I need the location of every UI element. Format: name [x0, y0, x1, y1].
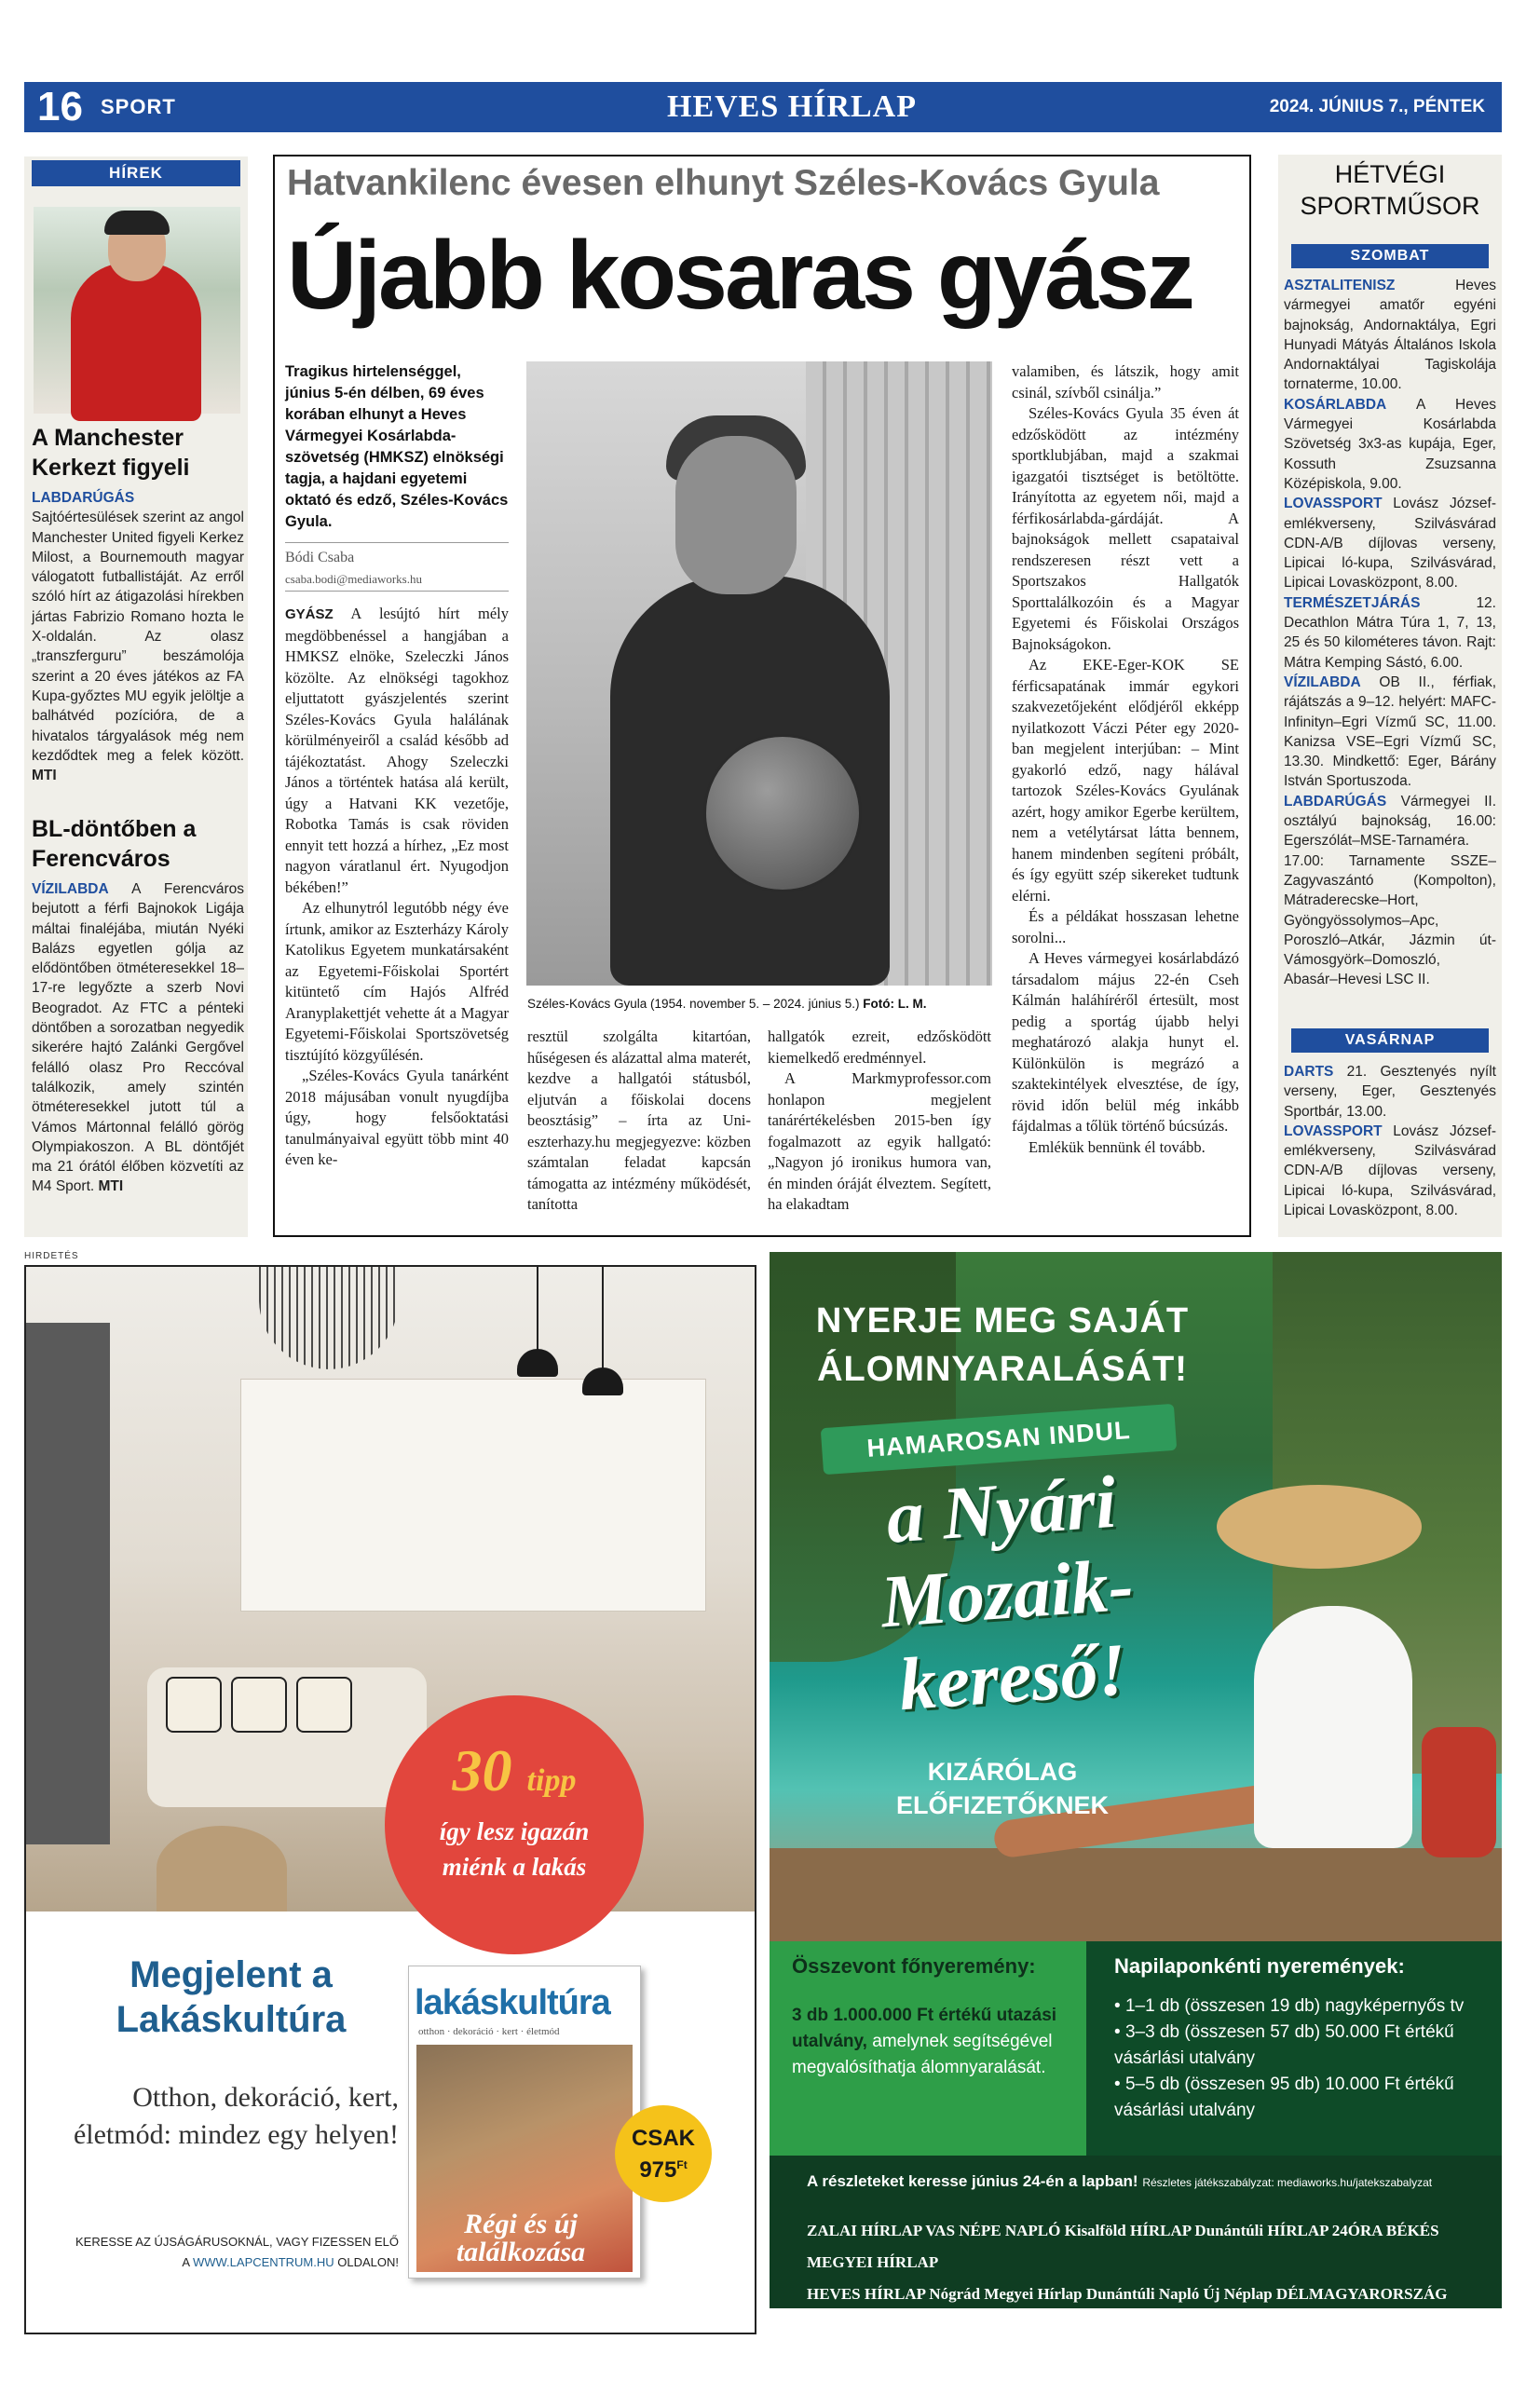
- newspaper-logo: HEVES HÍRLAP: [667, 89, 917, 124]
- news-body-ferencvaros: VÍZILABDA A Ferencváros bejutott a férfi Bajnokok Ligája máltai finaléjába, miután Nyéki Balázs egyetlen gólja az elődöntőben ötméteresekkel 18–17-re legyőzte a szerb Novi Beogradot. Az FTC a pénteki döntőben a sorozatban negyedik sikerére hajtó Zalánki Gergővel felálló olasz Pro Reccóval találkozik, amely szintén ötméteresekkel jutott túl a Vámos Mártonnal felálló görög Olympiakoszon. A BL döntőjét ma 21 órától élőben közvetíti az M4 Sport. MTI: [32, 881, 244, 1195]
- magazine-tagline: Otthon, dekoráció, kert, életmód: mindez egy helyen!: [73, 2082, 399, 2150]
- article-author: Bódi Csaba: [285, 550, 355, 565]
- prizes-panel: Összevont főnyeremény: 3 db 1.000.000 Ft értékű utazási utalvány, amelynek segítségével megvalósíthatja álomnyaralását. Napilaponkénti nyeremények: • 1–1 db (összesen 19 db) nagyképernyős tv • 3–3 db (összesen 57 db) 50.000 Ft értékű vásárlási utalvány • 5–5 db (összesen 95 db) 10.000 Ft értékű vásárlási utalvány: [770, 1941, 1502, 2156]
- news-body-manchester: LABDARÚGÁS Sajtóértesülések szerint az angol Manchester United figyeli Kerkez Milost, a Bournemouth magyar válogatott futballistáját. Az erről szóló hírt az átigazolási hírekben jártas Fabrizio Romano hozta le X-oldalán. Az olasz „transzferguru” beszámolója szerint a 20 éves játékos az FA Kupa-győztes MU egyik jelöltje a balhátvéd pozícióra, de a hivatalos tárgyalások még nem kezdődtek meg a felek között. MTI: [32, 490, 244, 784]
- sunday-program: [1284, 1062, 1496, 1220]
- saturday-label: SZOMBAT: [1291, 244, 1489, 268]
- lead-divider: [285, 542, 509, 543]
- program-entry: DARTS 21. Gesztenyés nyílt verseny, Eger, Gesztenyés Sportbár, 13.00.: [1284, 1064, 1496, 1120]
- article-column-4: valamiben, és látszik, hogy amit csinál, szívből csinálja.” Széles-Kovács Gyula 35 éven át edzősködött az intézmény sportklubjában, majd a szakmai igazgatói tisztséget is betöltötte. Irányította az egyetem női, majd a férfikosárlabda-gárdáját. A bajnokságok mellett csapataival rendszeresen részt vett a Sportszakos Hallgatók Sporttalálkozóin és a Magyar Egyetemi és Főiskolai Országos Bajnokságokon. Az EKE-Eger-KOK SE férficsapatának immár egykori szakvezetőjeként elődjéről ekképp nyilatkozott Váczi Péter egy 2020-ban megjelent interjúban: – Mint gyakorló edző, nagy hálával tartozok Széles-Kovács Gyulának azért, hogy amikor Egerbe kerültem, nem a vetélytársat látta bennem, hanem mindenben segíteni próbált, és így együtt szép sikereket tudtunk elérni. És a példákat hosszasan lehetne sorolni... A Heves vármegyei kosárlabdázó társadalom május 22-én Cseh Kálmán haláhíréről értesült, most pedig a sportág újabb helyi meghatározó alakja hunyt el. Különkülön is megrázó a szaktekintélyek elvesztése, de így, rövid időn belül még inkább fájdalmas a tőlük történő búcsúzás. Emlékük bennünk él tovább.: [1012, 362, 1239, 1156]
- program-entry: VÍZILABDA OB II., férfiak, rájátszás a 9–12. helyért: MAFC-Infinityn–Egri Vízmű SC, 11.00. Kanizsa VSE–Egri Vízmű SC, 13.30. Mindkettő: Eger, Bárány István Sportuszoda.: [1284, 673, 1496, 790]
- byline-divider: [285, 591, 509, 592]
- lapcentrum-link[interactable]: WWW.LAPCENTRUM.HU: [192, 2255, 334, 2269]
- program-entry: LOVASSPORT Lovász József-emlékverseny, Szilvásvárad CDN-A/B díjlovas verseny, Lipicai ló-kupa, Szilvásvárad, Lipicai Lovasközpont, 8.00.: [1284, 1122, 1496, 1219]
- saturday-program: [1284, 276, 1496, 990]
- advertisement-label: HIRDETÉS: [24, 1251, 79, 1261]
- section-name: SPORT: [101, 95, 176, 118]
- program-entry: LOVASSPORT Lovász József-emlékverseny, Szilvásvárad CDN-A/B díjlovas verseny, Lipicai ló-kupa, Szilvásvárad, Lipicai Lovasközpont, 8.00.: [1284, 496, 1496, 592]
- news-title-ferencvaros: BL-döntőben a Ferencváros: [32, 816, 197, 872]
- purchase-info: KERESSE AZ ÚJSÁGÁRUSOKNÁL, VAGY FIZESSEN ELŐ A WWW.LAPCENTRUM.HU OLDALON!: [75, 2235, 399, 2269]
- photo-caption: Széles-Kovács Gyula (1954. november 5. – 2024. június 5.) Fotó: L. M.: [527, 997, 927, 1011]
- program-entry: LABDARÚGÁS Vármegyei II. osztályú bajnokság, 16.00: Egerszólát–MSE-Tarnaméra. 17.00: Tarnamente SSZE–Zagyvaszántó (Kompolton), Mátraderecske–Hort, Gyöngyössolymos–Apc, Poroszló–Atkár, Jázmin út-Vámosgyörk–Domoszló, Abasár–Hevesi LSC II.: [1284, 793, 1496, 988]
- szeles-kovacs-photo: [526, 361, 992, 986]
- page-header-bar: [24, 82, 1502, 132]
- issue-date: 2024. JÚNIUS 7., PÉNTEK: [1269, 97, 1485, 116]
- coming-soon-ribbon: HAMAROSAN INDUL: [821, 1404, 1178, 1475]
- newspaper-logos: ZALAI HÍRLAP VAS NÉPE NAPLÓ Kisalföld HÍRLAP Dunántúli HÍRLAP 24ÓRA BÉKÉS MEGYEI HÍRLAP HEVES HÍRLAP Nógrád Megyei Hírlap Dunántúli Napló Új Néplap DÉLMAGYARORSZÁG KISALFÖLD NAPLÓ ÉSZAK KELET Petőfi Népe Somogyi Hírlap Tolnai Népújság: [807, 2222, 1448, 2334]
- kerkez-photo: [34, 207, 240, 414]
- news-label: HÍREK: [32, 160, 240, 186]
- sunday-label: VASÁRNAP: [1291, 1028, 1489, 1053]
- nyari-mozaik-kereso-ad[interactable]: [770, 1252, 1502, 2334]
- game-title: a Nyári Mozaik-kereső!: [878, 1461, 1137, 1727]
- article-column-3: hallgatók ezreit, edzősködött kiemelkedő eredménnyel. A Markmyprofessor.com honlapon megjelent tanárértékelésben 2015-ben így fogalmazott az egyik hallgató: „Nagyon jó ironikus humora van, én minden óráját élveztem. Segített, ha elakadtam: [768, 1027, 991, 1213]
- program-entry: TERMÉSZETJÁRÁS 12. Decathlon Mátra Túra 1, 7, 13, 25 és 50 kilométeres távon. Rajt: Mátra Kemping Sástó, 6.00.: [1284, 594, 1496, 671]
- magazine-cover: lakáskultúra otthon · dekoráció · kert · életmód Régi és új találkozása: [408, 1966, 641, 2279]
- program-entry: KOSÁRLABDA A Heves Vármegyei Kosárlabda Szövetség 3x3-as kupája, Eger, Kossuth Zsuzsanna Középiskola, 9.00.: [1284, 396, 1496, 492]
- news-title-manchester: A Manchester Kerkezt figyeli: [32, 425, 190, 481]
- details-line: A részleteket keresse június 24-én a lapban! Részletes játékszabályzat: mediaworks.hu/jatekszabalyzat: [807, 2172, 1433, 2190]
- author-email: csaba.bodi@mediaworks.hu: [285, 572, 422, 586]
- article-kicker: Hatvankilenc évesen elhunyt Széles-Kovács Gyula: [287, 163, 1160, 203]
- tips-badge: 30 tipp így lesz igazán miénk a lakás: [385, 1695, 644, 1954]
- price-badge: CSAK $975^{Ft}$: [615, 2105, 712, 2202]
- article-column-1: GYÁSZ A lesújtó hírt mély megdöbbenéssel a hangjában a HMKSZ elnöke, Szeleczki János közölte. Az elnökségi tagokhoz eljuttatott gyászjelentés szerint Széles-Kovács Gyula halálának körülményeiről a család később ad tájékoztatást. Ahogy Szeleczki János a történtek hatása alá került, úgy a Hatvani KK vezetője, Robotka Tamás is csak röviden ennyit tett hozzá a hírhez, „Ez most nagyon váratlanul ért. Nyugodjon békében!” Az elhunytról legutóbb négy éve írtunk, amikor az Eszterházy Károly Katolikus Egyetem munkatársaként az Egyetemi-Főiskolai Sportért kitüntető cím Hajós Alfréd Aranyplakettjét vehette át a Magyar Egyetemi-Főiskolai Sportszövetség tisztújító közgyűlésén. „Széles-Kovács Gyula tanárként 2018 májusában vonult nyugdíjba úgy, hogy felsőoktatási tanulmányaival együtt több mint 40 éven ke-: [285, 605, 509, 1168]
- magazine-announcement: Megjelent a Lakáskultúra: [116, 1954, 347, 2040]
- article-column-2: resztül szolgálta kitartóan, hűségesen és alázattal alma materét, kezdve a hallgatói státusból, eljutván a főiskolai docens beosztásig” – írta az Uni-eszterhazy.hu megjegyezve: közben számtalan feladat kapcsán támogatta az intézmény működését, tanította: [527, 1027, 751, 1213]
- article-lead: Tragikus hirtelenséggel, június 5-én délben, 69 éves korában elhunyt a Heves Vármegyei Kosárlabda-szövetség (HMKSZ) elnökségi tagja, a hajdani egyetemi oktató és edző, Széles-Kovács Gyula.: [285, 363, 509, 530]
- program-entry: ASZTALITENISZ Heves vármegyei amatőr egyéni bajnokság, Andornaktálya, Egri Hunyadi Mátyás Általános Iskola Andornaktályai Tagiskolája tornaterme, 10.00.: [1284, 278, 1496, 393]
- weekend-program-title: HÉTVÉGI SPORTMŰSOR: [1300, 160, 1480, 220]
- lakaskultura-ad[interactable]: [24, 1265, 756, 2334]
- article-headline: Újabb kosaras gyász: [287, 222, 1192, 330]
- page-number: 16: [37, 84, 83, 129]
- subscribers-only: KIZÁRÓLAG ELŐFIZETŐKNEK: [896, 1758, 1109, 1819]
- ad-headline: NYERJE MEG SAJÁT ÁLOMNYARALÁSÁT!: [815, 1301, 1190, 1389]
